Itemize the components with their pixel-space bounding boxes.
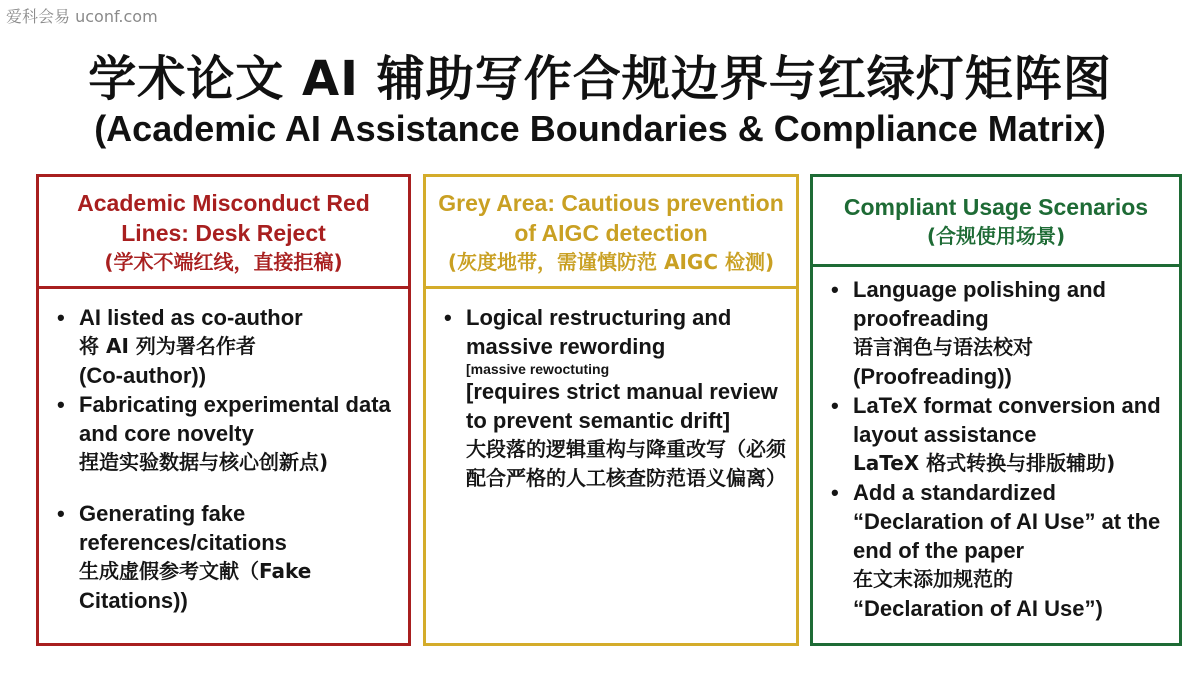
grey-area-list xyxy=(426,289,796,493)
list-item xyxy=(827,391,1171,478)
bullet-icon: • xyxy=(831,277,839,302)
compliant-column xyxy=(810,174,1182,646)
grey-area-header xyxy=(426,177,796,289)
item-text-en-extra: [requires strict manual review to prevent semantic drift] xyxy=(466,379,778,433)
item-text-en-extra: (Co-author)) xyxy=(79,363,207,388)
grey-area-column xyxy=(423,174,799,646)
item-text-zh: 将 AI 列为署名作者 xyxy=(79,334,256,358)
red-line-column xyxy=(36,174,411,646)
red-line-header-zh: (学术不端红线，直接拒稿) xyxy=(104,249,343,274)
red-line-header-en: Academic Misconduct Red Lines: Desk Reject xyxy=(77,189,370,246)
item-text-en: Logical restructuring and massive rewording xyxy=(466,305,732,359)
list-item xyxy=(53,303,400,390)
item-note-small: [massive rewoctuting xyxy=(466,361,610,377)
item-text-zh: 语言润色与语法校对 xyxy=(853,335,1033,359)
bullet-icon: • xyxy=(57,392,65,417)
item-text-en-extra: “Declaration of AI Use”) xyxy=(853,596,1103,621)
compliant-list xyxy=(813,267,1179,623)
compliant-header-zh: (合规使用场景) xyxy=(926,223,1066,248)
compliant-header xyxy=(813,177,1179,267)
bullet-icon: • xyxy=(444,305,452,330)
bullet-icon: • xyxy=(57,501,65,526)
list-item xyxy=(53,499,400,615)
item-text-zh: 捏造实验数据与核心创新点) xyxy=(79,450,329,474)
item-text-zh: 大段落的逻辑重构与降重改写（必须配合严格的人工核查防范语义偏离） xyxy=(466,437,786,490)
page-title: 学术论文 AI 辅助写作合规边界与红绿灯矩阵图 xyxy=(88,51,1112,107)
list-item xyxy=(827,478,1171,623)
list-item xyxy=(440,303,788,493)
red-line-header xyxy=(39,177,408,289)
list-item xyxy=(53,390,400,477)
item-text-en-extra: (Proofreading)) xyxy=(853,364,1012,389)
watermark: 爱科会易 uconf.com xyxy=(6,7,158,26)
item-text-en: LaTeX format conversion and layout assistance xyxy=(853,393,1161,447)
item-text-zh: 生成虚假参考文献（Fake xyxy=(79,559,312,583)
item-text-en: Language polishing and proofreading xyxy=(853,277,1106,331)
item-text-en: Add a standardized “Declaration of AI Use” at the end of the paper xyxy=(853,480,1161,563)
bullet-icon: • xyxy=(57,305,65,330)
list-item xyxy=(827,275,1171,391)
item-text-en-extra: Citations)) xyxy=(79,588,188,613)
grey-area-header-en: Grey Area: Cautious prevention of AIGC detection xyxy=(438,189,784,246)
bullet-icon: • xyxy=(831,393,839,418)
item-text-zh: LaTeX 格式转换与排版辅助) xyxy=(853,451,1116,475)
bullet-icon: • xyxy=(831,480,839,505)
item-text-en: Generating fake references/citations xyxy=(79,501,287,555)
item-text-en: AI listed as co-author xyxy=(79,305,303,330)
item-text-zh: 在文末添加规范的 xyxy=(853,567,1013,591)
grey-area-header-zh: (灰度地带，需谨慎防范 AIGC 检测) xyxy=(447,249,775,274)
compliant-header-en: Compliant Usage Scenarios xyxy=(843,193,1149,220)
page-subtitle: (Academic AI Assistance Boundaries & Compliance Matrix) xyxy=(94,108,1106,149)
item-text-en: Fabricating experimental data and core novelty xyxy=(79,392,391,446)
red-line-list xyxy=(39,289,408,615)
